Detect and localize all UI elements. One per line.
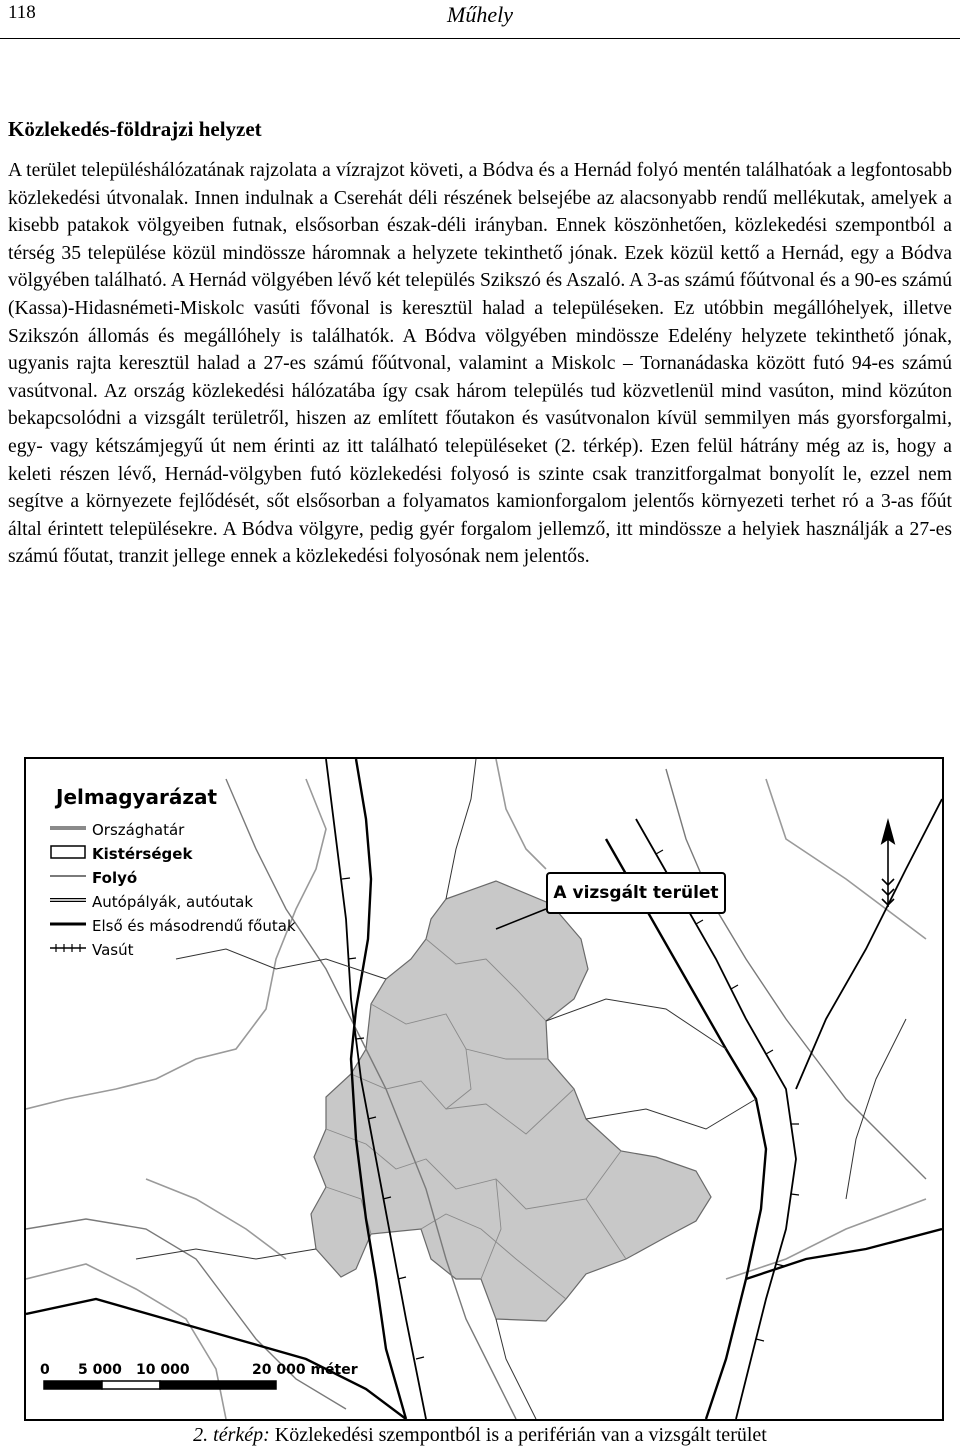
scale-bar: [44, 1381, 276, 1389]
caption-lead: 2. térkép:: [193, 1424, 270, 1446]
river-line-icon: [50, 869, 86, 883]
page-header: [0, 0, 960, 39]
caption-text: Közlekedési szempontból is a periférián van a vizsgált terület: [269, 1424, 767, 1446]
north-arrow-icon: [882, 821, 894, 907]
scale-label-10000: 10 000: [136, 1362, 190, 1378]
map-caption: [0, 1424, 960, 1447]
scale-label-20000: 20 000 méter: [252, 1362, 358, 1378]
railway-line-icon: [50, 941, 86, 955]
legend-title: Jelmagyarázat: [56, 785, 218, 809]
body-paragraph: A terület településhálózatának rajzolata a vízrajzot követi, a Bódva és a Hernád folyó mentén találhatóak a legfontosabb közlekedési útvonalak. Innen indulnak a Cserehát déli részének belsejébe az alacsonyabb rendű mellékutak, amelyek a kisebb patakok völgyeiben futnak, elsősorban észak-déli irányban. Ennek köszönhetően, közlekedési szempontból a térség 35 települése közül mindössze háromnak a helyzete tekinthető jónak. Ezek közül kettő a Hernád, egy a Bódva völgyében található. A Hernád völgyében lévő két település Szikszó és Aszaló. A 3-as számú főútvonal és a 90-es számú (Kassa)-Hidasnémeti-Miskolc vasúti fővonal is keresztül halad a településeken. Ez utóbbin megállóhelyek, illetve Szikszón állomás és megállóhely is találhatók. A Bódva völgyében mindössze Edelény helyzete tekinthető jónak, ugyanis rajta keresztül halad a 27-es számú főútvonal, valamint a Miskolc – Tornanádaska között futó 94-es számú vasútvonal. Az ország közlekedési hálózatába így csak három település tud közvetlenül mind vasúton, mind közúton bekapcsolódni a vizsgált területről, hiszen az említett főutakon és vasútvonalon kívül semmilyen más gyorsforgalmi, egy- vagy kétszámjegyű út nem érinti az itt található településeket (2. térkép). Ezen felül hátrány még az is, hogy a keleti részen lévő, Hernád-völgyben futó közlekedési folyosó is szinte csak tranzitforgalmat bonyolít le, ezzel nem segítve a környezete fejlődését, sőt elsősorban a folyamatos kamionforgalom jelentős környezeti terhet ró a 3-as főút által érintett településekre. A Bódva völgyre, pedig gyér forgalom jellemző, itt mindössze a helyiek használják a 27-es számú főutat, tranzit jellege ennek a közlekedési folyosónak nem jelentős.: [8, 160, 952, 568]
border-line-icon: [50, 821, 86, 835]
running-title: Műhely: [447, 2, 513, 27]
region-box-icon: [50, 845, 86, 859]
main-road-line-icon: [50, 917, 86, 931]
scale-label-0: 0: [40, 1362, 50, 1378]
motorway-line-icon: [50, 893, 86, 907]
page-number: 118: [8, 2, 36, 23]
study-area-callout: A vizsgált terület: [546, 872, 726, 914]
transport-map: Jelmagyarázat Országhatár Kistérségek Folyó Autópályák, autóutak Első és másodrendű főutak Vasút A vizsgált terület 0 5 000 10 000 20 000 méter: [24, 757, 944, 1421]
section-heading: Közlekedés-földrajzi helyzet: [8, 117, 262, 141]
scale-label-5000: 5 000: [78, 1362, 122, 1378]
